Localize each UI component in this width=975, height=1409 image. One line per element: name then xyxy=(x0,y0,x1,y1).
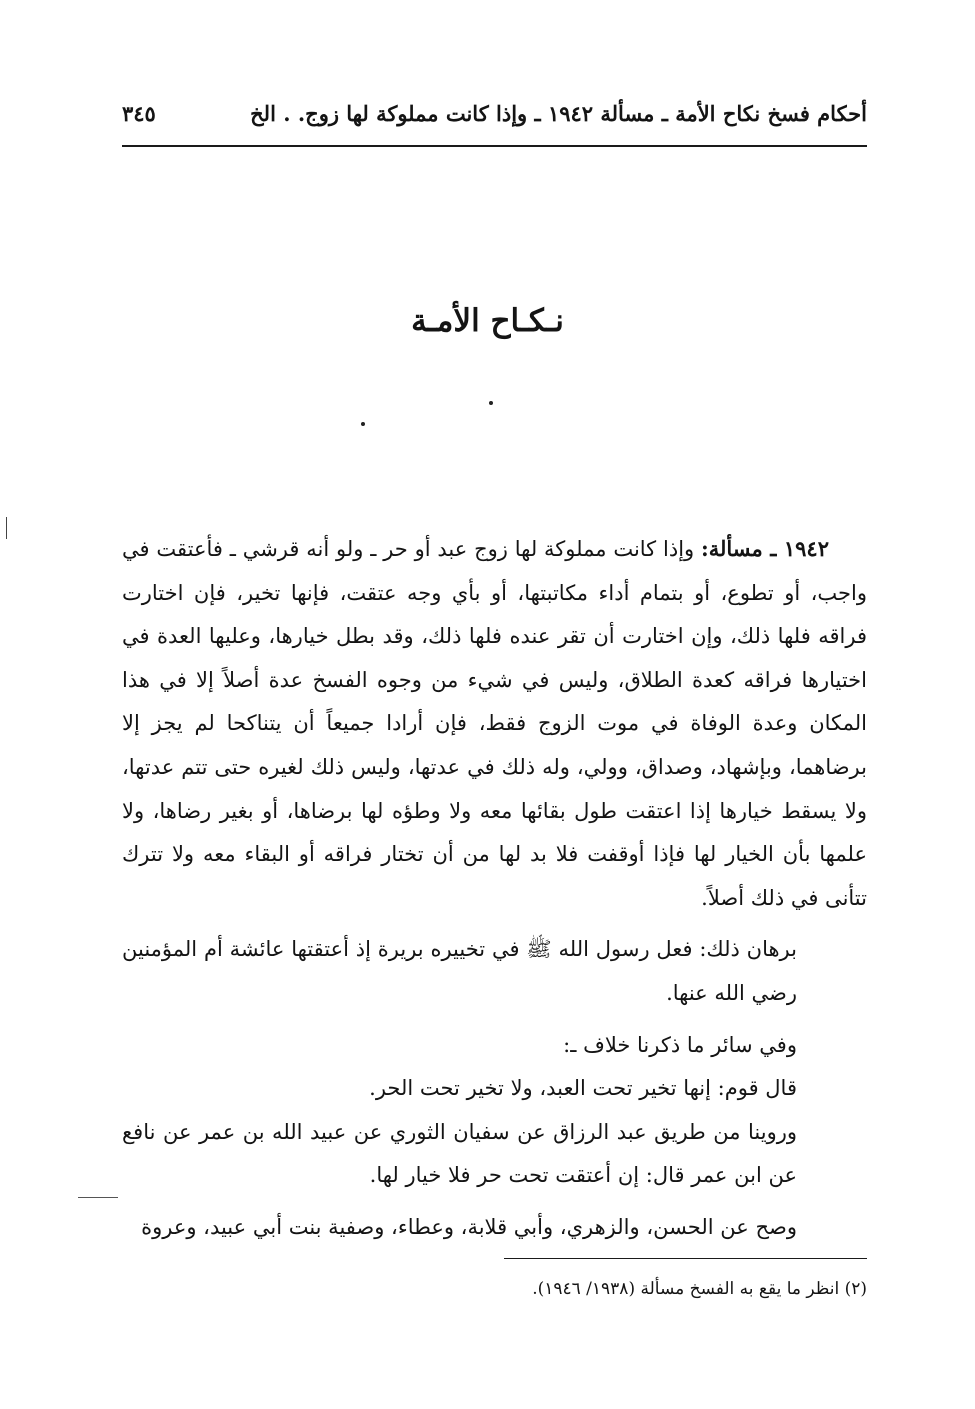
margin-mark xyxy=(6,517,7,539)
footnote-rule xyxy=(504,1258,867,1259)
issue-text: وإذا كانت مملوكة لها زوج عبد أو حر ـ ولو أنه قرشي ـ فأعتقت في واجب، أو تطوع، أو بتمام أداء مكاتبتها، أو بأي وجه عتقت، فإنها تخير، فإن اختارت فراقه فلها ذلك، وإن اختارت أن تقر عنده فلها ذلك، وقد بطل خيارها، وعليها العدة في اختيارها فراقه كعدة الطلاق، وليس في شيء من وجوه الفسخ عدة أصلاً إلا في هذا المكان وعدة الوفاة في موت الزوج فقط، فإن أرادا جميعاً أن يتناكحا لم يجز إلا برضاهما، وبإشهاد، وصداق، وولي، وله ذلك في عدتها، وليس ذلك لغيره حتى تتم عدتها، ولا يسقط خيارها إذا اعتقت طول بقائها معه ولا وطؤه لها برضاها، أو بغير رضاها، ولا علمها بأن الخيار لها فإذا أوقفت فلا بد لها من أن تختار فراقه أو البقاء معه ولا تترك تتأنى في ذلك أصلاً. xyxy=(122,537,867,910)
ornament-dot xyxy=(489,401,493,405)
running-header xyxy=(122,96,867,130)
body-text xyxy=(122,527,867,1250)
chapter-title: نـكـاح الأمـة xyxy=(411,303,564,339)
narration-paragraph: وروينا من طريق عبد الرزاق عن سفيان الثوري عن عبيد الله بن عمر عن نافع عن ابن عمر قال: إن أعتقت تحت حر فلا خيار لها. xyxy=(122,1119,798,1188)
footnote: (٢) انظر ما يقع به الفسخ مسألة (١٩٣٨/ ١٩٤٦). xyxy=(532,1279,867,1299)
proof-paragraph: برهان ذلك: فعل رسول الله ﷺ في تخييره بريرة إذ أعتقتها عائشة أم المؤمنين رضي الله عنها. xyxy=(122,937,797,1005)
last-line: وصح عن الحسن، والزهري، وأبي قلابة، وعطاء، وصفية بنت أبي عبيد، وعروة xyxy=(141,1214,797,1239)
issue-paragraph xyxy=(122,527,867,920)
disagreement-line: وفي سائر ما ذكرنا خلاف ـ: xyxy=(563,1032,797,1057)
header-rule xyxy=(122,145,867,147)
page-number: ٣٤٥ xyxy=(122,100,156,126)
ornament-dot xyxy=(361,422,365,426)
opinion-line: قال قوم: إنها تخير تحت العبد، ولا تخير تحت الحر. xyxy=(369,1076,797,1101)
running-title: أحكام فسخ نكاح الأمة ـ مسألة ١٩٤٢ ـ وإذا كانت مملوكة لها زوج. . الخ xyxy=(250,100,867,126)
issue-number: ١٩٤٢ ـ مسألة: xyxy=(701,536,829,561)
scan-mark xyxy=(78,1197,118,1198)
